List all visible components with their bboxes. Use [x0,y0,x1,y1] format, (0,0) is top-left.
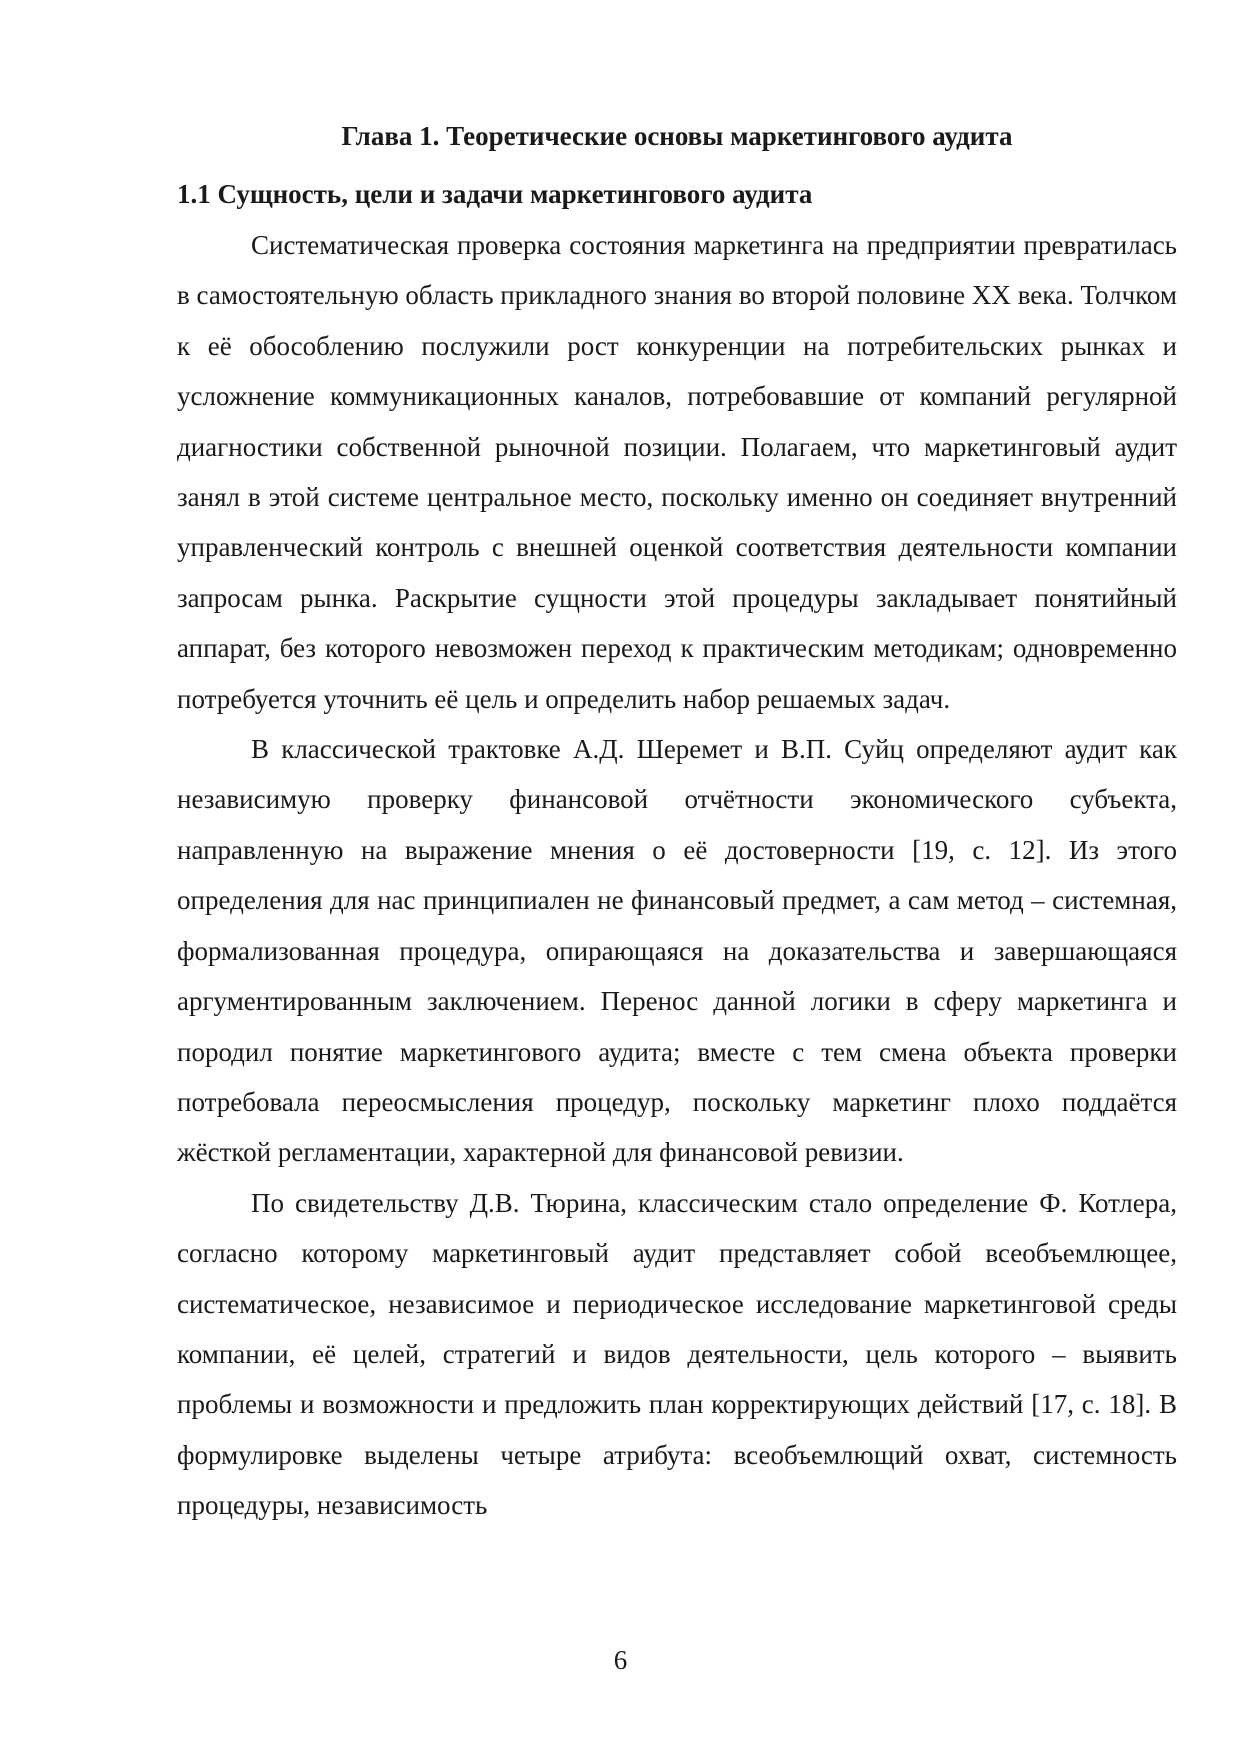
paragraph: Систематическая проверка состояния маркетинга на предприятии превратилась в самостоятельную область прикладного знания во второй половине XX века. Толчком к её обособлению послужили рост конкуренции на потребительских рынках и усложнение коммуникационных каналов, потребовавшие от компаний регулярной диагностики собственной рыночной позиции. Полагаем, что маркетинговый аудит занял в этой системе центральное место, поскольку именно он соединяет внутренний управленческий контроль с внешней оценкой соответствия деятельности компании запросам рынка. Раскрытие сущности этой процедуры закладывает понятийный аппарат, без которого невозможен переход к практическим методикам; одновременно потребуется уточнить её цель и определить набор решаемых задач. [177,230,1177,714]
page-number: 6 [613,1645,628,1675]
body-text [177,220,1177,1531]
chapter-title: Глава 1. Теоретические основы маркетингового аудита [341,121,1013,151]
paragraph: По свидетельству Д.В. Тюрина, классическим стало определение Ф. Котлера, согласно которому маркетинговый аудит представляет собой всеобъемлющее, систематическое, независимое и периодическое исследование маркетинговой среды компании, её целей, стратегий и видов деятельности, цель которого – выявить проблемы и возможности и предложить план корректирующих действий [17, с. 18]. В формулировке выделены четыре атрибута: всеобъемлющий охват, системность процедуры, независимость [177,1187,1177,1521]
paragraph: В классической трактовке А.Д. Шеремет и В.П. Суйц определяют аудит как независимую проверку финансовой отчётности экономического субъекта, направленную на выражение мнения о её достоверности [19, с. 12]. Из этого определения для нас принципиален не финансовый предмет, а сам метод – системная, формализованная процедура, опирающаяся на доказательства и завершающаяся аргументированным заключением. Перенос данной логики в сферу маркетинга и породил понятие маркетингового аудита; вместе с тем смена объекта проверки потребовала переосмысления процедур, поскольку маркетинг плохо поддаётся жёсткой регламентации, характерной для финансовой ревизии. [177,734,1177,1168]
section-title: 1.1 Сущность, цели и задачи маркетингового аудита [177,179,813,209]
